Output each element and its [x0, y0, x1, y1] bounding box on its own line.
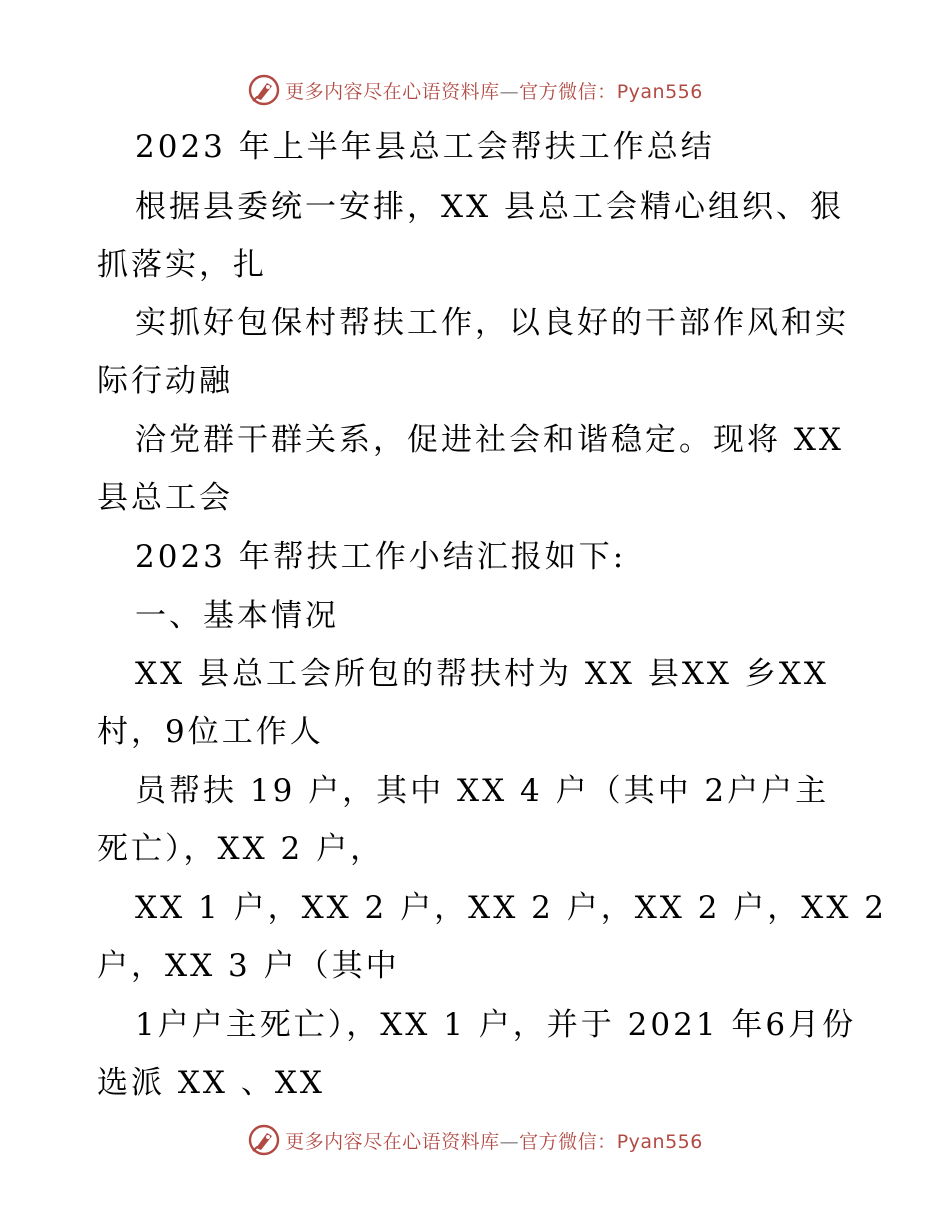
watermark-wechat-label: 官方微信：	[519, 1130, 617, 1153]
paragraph-line: 1户户主死亡），XX 1 户，并于 2021 年6月份	[135, 1007, 857, 1043]
paragraph-line: 户，XX 3 户（其中	[97, 948, 400, 984]
paragraph-line: XX 1 户，XX 2 户，XX 2 户，XX 2 户，XX 2	[135, 890, 887, 926]
paragraph-line: 实抓好包保村帮扶工作，以良好的干部作风和实	[135, 305, 849, 341]
watermark-main-text: 更多内容尽在心语资料库	[285, 80, 500, 103]
paragraph-line: 2023 年帮扶工作小结汇报如下:	[135, 539, 627, 575]
watermark-text	[285, 1127, 703, 1154]
watermark-text	[285, 77, 703, 104]
watermark-main-text: 更多内容尽在心语资料库	[285, 1130, 500, 1153]
document-title: 2023 年上半年县总工会帮扶工作总结	[135, 129, 715, 165]
paragraph-line: 员帮扶 19 户，其中 XX 4 户（其中 2户户主	[135, 773, 830, 809]
pen-nib-logo-icon	[247, 73, 281, 107]
paragraph-line: 选派 XX 、XX	[97, 1065, 325, 1101]
watermark-wechat-id: Pyan556	[616, 80, 703, 103]
paragraph-line: XX 县总工会所包的帮扶村为 XX 县XX 乡XX	[135, 656, 829, 692]
header-watermark	[0, 70, 950, 110]
watermark-wechat-id: Pyan556	[616, 1130, 703, 1153]
watermark-separator: —	[499, 80, 520, 103]
footer-watermark	[0, 1120, 950, 1160]
watermark-wechat-label: 官方微信：	[519, 80, 617, 103]
paragraph-line: 根据县委统一安排，XX 县总工会精心组织、狠	[135, 189, 844, 225]
section-heading: 一、基本情况	[135, 598, 339, 634]
pen-nib-logo-icon	[247, 1123, 281, 1157]
paragraph-line: 抓落实，扎	[97, 247, 267, 283]
paragraph-line: 洽党群干群关系，促进社会和谐稳定。现将 XX	[135, 422, 844, 458]
paragraph-line: 际行动融	[97, 363, 233, 399]
watermark-separator: —	[499, 1130, 520, 1153]
paragraph-line: 村，9位工作人	[97, 714, 324, 750]
paragraph-line: 县总工会	[97, 480, 233, 516]
paragraph-line: 死亡），XX 2 户，	[97, 831, 385, 867]
